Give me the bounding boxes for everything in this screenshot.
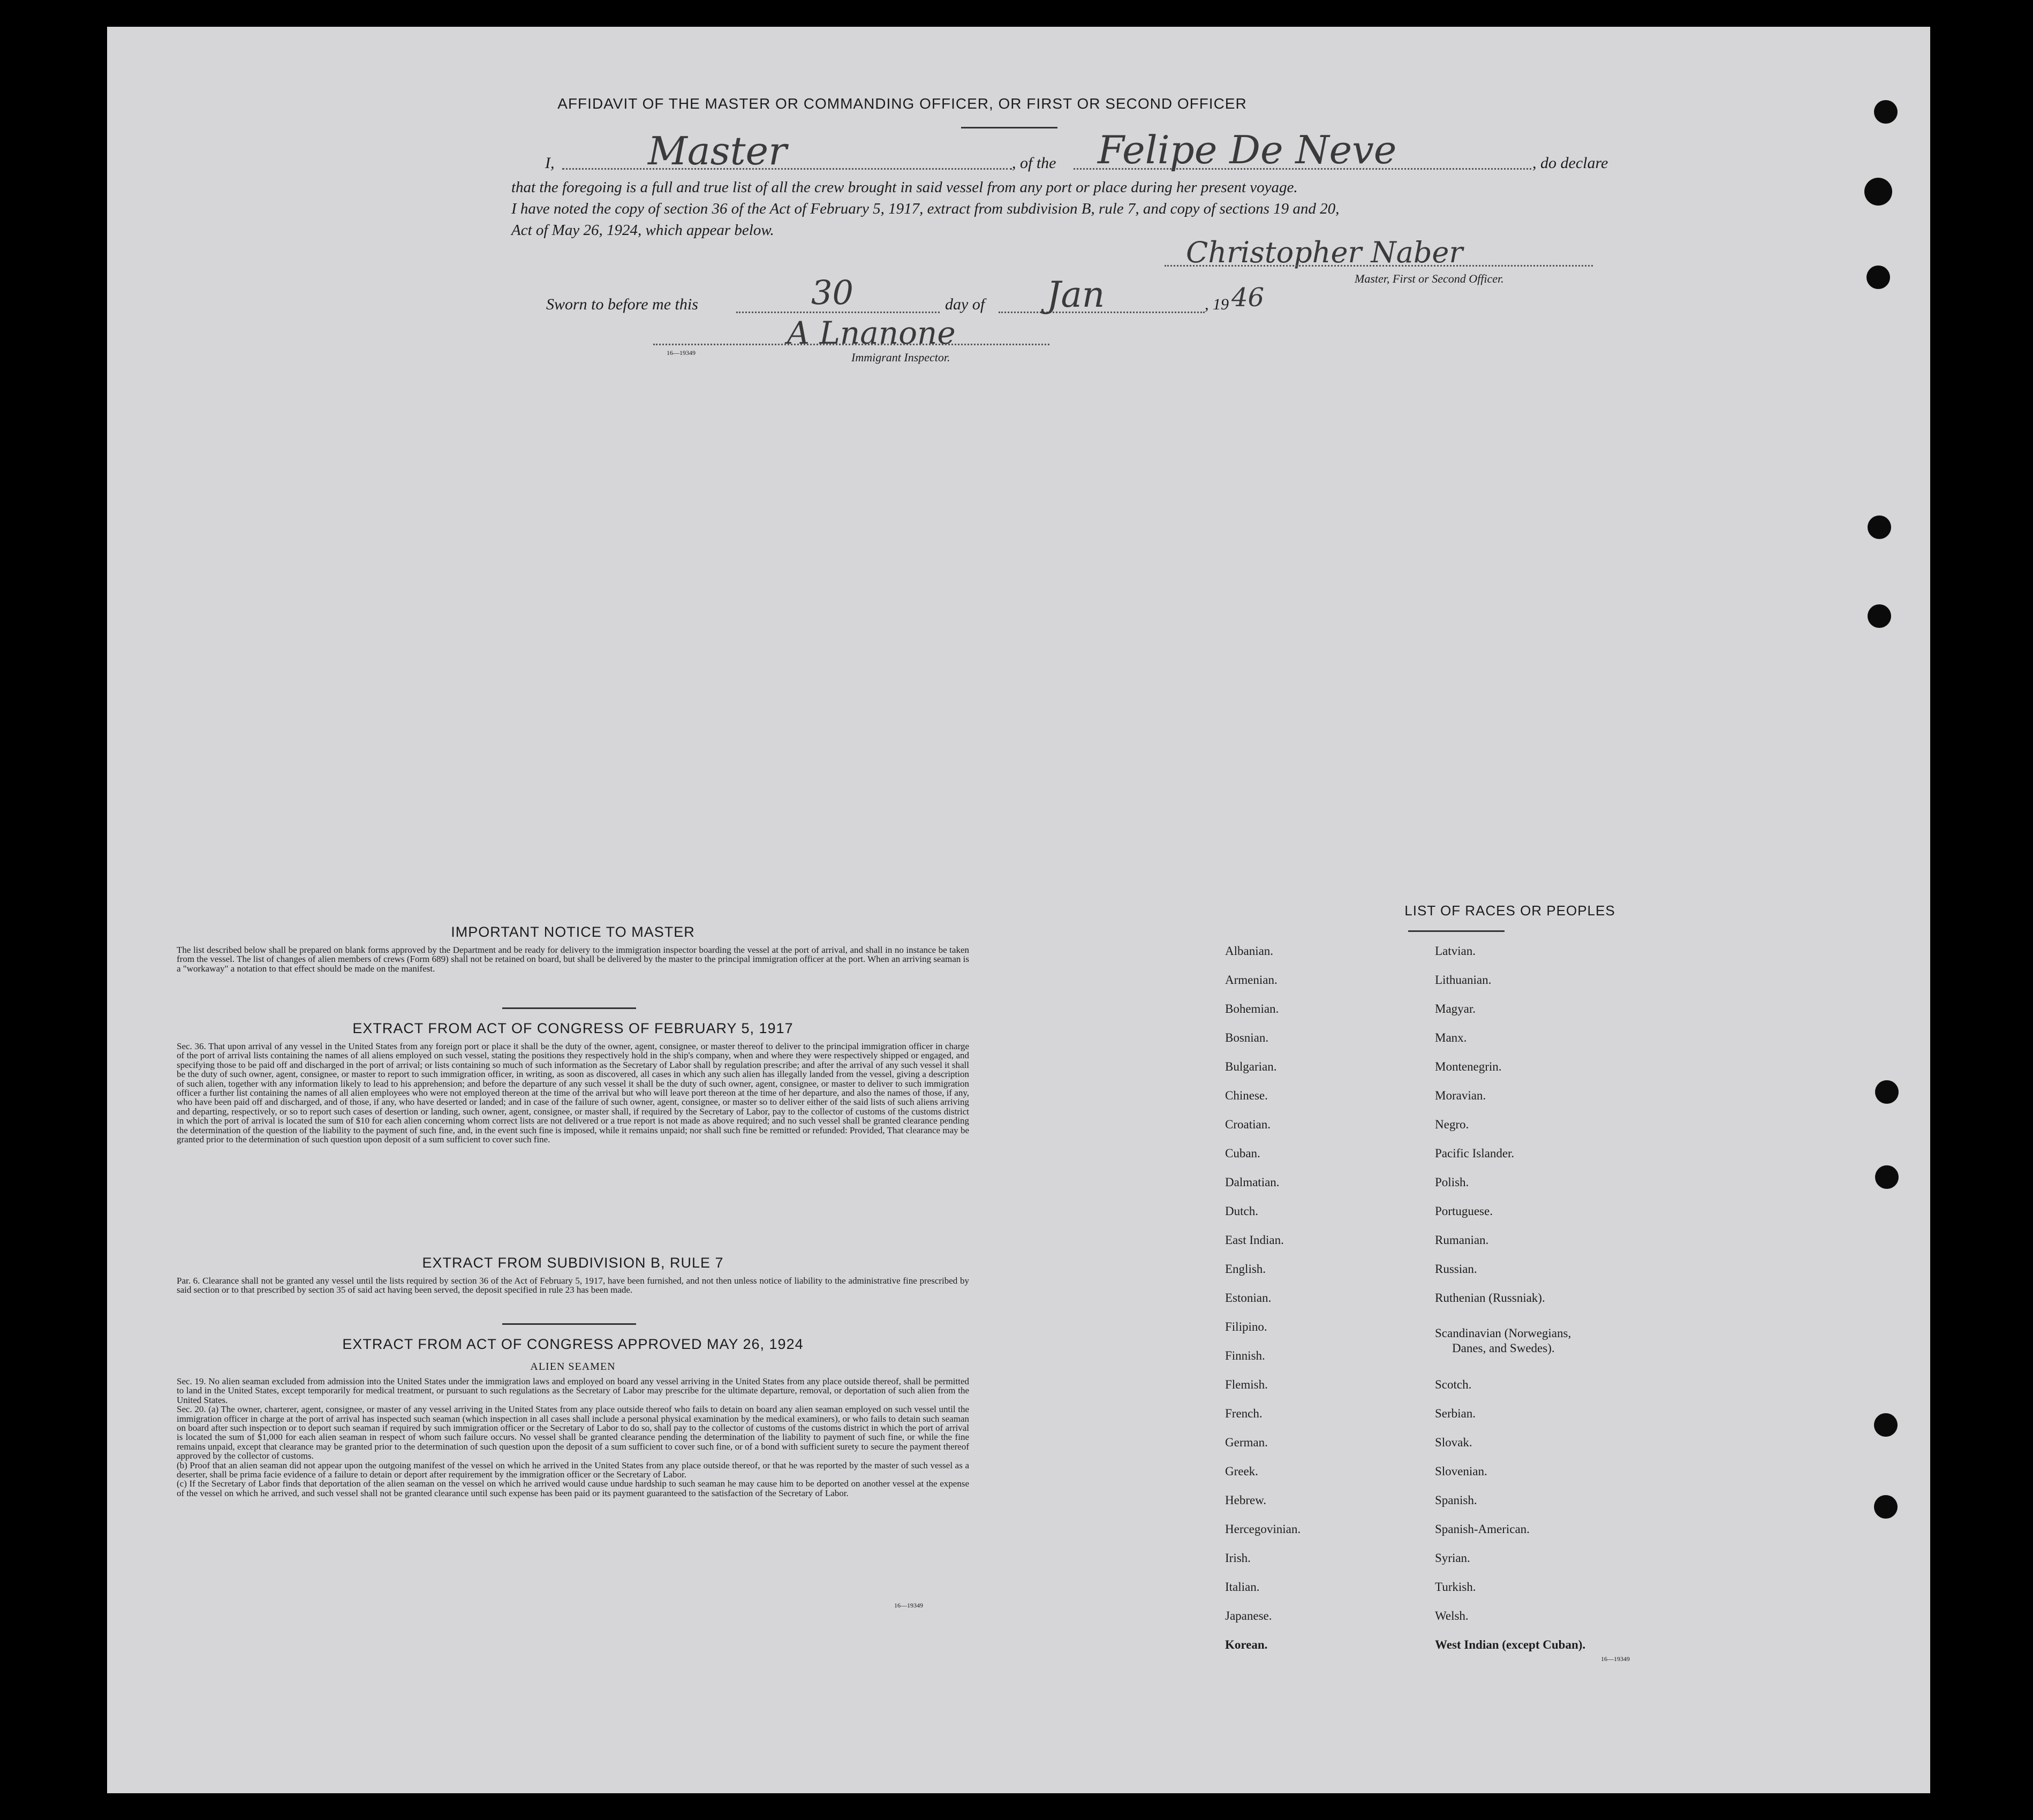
race-left-item: Hebrew. (1225, 1493, 1267, 1507)
race-left-item: East Indian. (1225, 1233, 1284, 1247)
binder-hole (1864, 178, 1892, 206)
race-right-item: Rumanian. (1435, 1233, 1489, 1247)
day-of-label: day of (945, 295, 985, 313)
divider (502, 1007, 636, 1009)
race-left-item: Flemish. (1225, 1378, 1268, 1391)
race-right-item: Russian. (1435, 1262, 1477, 1276)
race-right-item: Scotch. (1435, 1378, 1472, 1391)
race-left-item: Korean. (1225, 1638, 1268, 1651)
race-left-item: Irish. (1225, 1551, 1251, 1565)
race-right-item: Slovak. (1435, 1436, 1472, 1449)
race-right-item: Portuguese. (1435, 1204, 1493, 1218)
race-left-item: Cuban. (1225, 1147, 1260, 1160)
race-right-item: Pacific Islander. (1435, 1147, 1515, 1160)
race-right-item: Polish. (1435, 1176, 1469, 1189)
binder-hole (1875, 1165, 1899, 1189)
race-right-item-continued: Danes, and Swedes). (1452, 1341, 1555, 1355)
race-left-item: French. (1225, 1407, 1263, 1420)
declaration-line: Act of May 26, 1924, which appear below. (511, 222, 774, 239)
extract-1924-title: EXTRACT FROM ACT OF CONGRESS APPROVED MAY 26, 1924 (342, 1336, 804, 1352)
notice-title: IMPORTANT NOTICE TO MASTER (451, 924, 695, 940)
race-right-item: Latvian. (1435, 944, 1476, 958)
extract-1917-title: EXTRACT FROM ACT OF CONGRESS OF FEBRUARY 5, 1917 (352, 1020, 793, 1036)
extract-1917-text: Sec. 36. That upon arrival of any vessel in the United States from any foreign port or place it shall be the duty of the owner, agent, consignee, or master thereof to deliver to the principal immigration officer in charge of the port of arrival lists containing the names of all aliens employed on such vessel, stating the positions they respectively hold in the ship's company, when and where they were respectively shipped or engaged, and specifying those to be paid off and discharged in the port of arrival; or lists containing so much of such information as the Secretary of Labor shall by regulation prescribe; and after the arrival of any such vessel it shall be the duty of such owner, agent, consignee, or master to report to such immigration officer, in writing, as soon as discovered, all cases in which any such alien has illegally landed from the vessel, giving a description of such alien, together with any information likely to lead to his apprehension; and before the departure of any such vessel it shall be the duty of such owner, agent, consignee, or master to deliver to such immigration officer a further list containing the names of all alien employees who were not employed thereon at the time of the arrival but who will leave port thereon at the time of her departure, and also the names of those, if any, who have been paid off and discharged, and of those, if any, who have deserted or landed; and in case of the failure of such owner, agent, consignee, or master so to deliver either of the said lists of such aliens arriving and departing, respectively, or so to report such cases of desertion or landing, such owner, agent, consignee, or master shall, if required by the Secretary of Labor, pay to the collector of customs of the customs district in which the port of arrival is located the sum of $10 for each alien concerning whom correct lists are not delivered or a true report is not made as above required; and no such vessel shall be granted clearance pending the determination of the question of the liability to the payment of such fine, and, in the event such fine is imposed, while it remains unpaid; nor shall such fine be remitted or refunded: Provided, That clearance may be granted prior to the determination of such question upon deposit of a sum sufficient to cover such fine. (177, 1041, 969, 1145)
vessel-name-handwritten: Felipe De Neve (1098, 127, 1397, 172)
race-right-item: Slovenian. (1435, 1465, 1487, 1478)
race-right-item: Spanish-American. (1435, 1522, 1530, 1536)
race-right-item: Serbian. (1435, 1407, 1476, 1420)
officer-signature: Christopher Naber (1186, 236, 1463, 269)
extract-1924-paragraph: Sec. 19. No alien seaman excluded from admission into the United States under the immigration laws and employed on board any vessel arriving in the United States from any place outside thereof, shall be permitted to land in the United States, except temporarily for medical treatment, or pursuant to such regulations as the Secretary of Labor may prescribe for the ultimate departure, removal, or deportation of such alien from the United States. (177, 1376, 969, 1405)
race-right-item: Manx. (1435, 1031, 1467, 1044)
form-number: 16—19349 (1601, 1655, 1630, 1663)
declaration-line: I have noted the copy of section 36 of the Act of February 5, 1917, extract from subdivision B, rule 7, and copy of sections 19 and 20, (511, 200, 1340, 217)
extract-1924-subtitle: ALIEN SEAMEN (530, 1361, 616, 1372)
race-right-item: Negro. (1435, 1118, 1469, 1131)
binder-hole (1874, 100, 1898, 124)
divider (1408, 930, 1505, 932)
signature-line (1165, 265, 1593, 267)
race-left-item: Dutch. (1225, 1204, 1258, 1218)
race-left-item: Bulgarian. (1225, 1060, 1277, 1073)
binder-hole (1868, 604, 1891, 628)
declaration-line: that the foregoing is a full and true list of all the crew brought in said vessel from any port or place during her present voyage. (511, 179, 1298, 196)
race-right-item: Welsh. (1435, 1609, 1469, 1622)
i-label: I, (545, 154, 555, 172)
race-right-item: Spanish. (1435, 1493, 1477, 1507)
race-right-item: Ruthenian (Russniak). (1435, 1291, 1545, 1305)
race-right-item: West Indian (except Cuban). (1435, 1638, 1586, 1651)
divider (961, 127, 1057, 128)
race-left-item: Finnish. (1225, 1349, 1265, 1362)
month-value: Jan (1047, 274, 1105, 315)
extract-1924-paragraph: (c) If the Secretary of Labor finds that deportation of the alien seaman on the vessel on which he arrived would cause undue hardship to such seaman he may cause him to be deported on another vessel at the expense of the vessel on which he arrived, and such vessel shall not be granted clearance until such expense has been paid or its payment guaranteed to the satisfaction of the Secretary of Labor. (177, 1478, 969, 1498)
day-value: 30 (811, 273, 853, 312)
binder-hole (1874, 1495, 1898, 1519)
extract-1924-paragraph: (b) Proof that an alien seaman did not appear upon the outgoing manifest of the vessel on which he arrived in the United States from any place outside thereof, or that he was reported by the master of such vessel as a deserter, shall be prima facie evidence of a failure to detain or deport after requirement by the immigration officer or the Secretary of Labor. (177, 1460, 969, 1480)
inspector-signature: A Lnanone (787, 315, 956, 351)
race-right-item: Magyar. (1435, 1002, 1476, 1015)
declaration-text (511, 177, 1624, 241)
race-left-item: Greek. (1225, 1465, 1258, 1478)
race-right-item: Turkish. (1435, 1580, 1476, 1594)
race-left-item: Croatian. (1225, 1118, 1271, 1131)
race-left-item: Dalmatian. (1225, 1176, 1280, 1189)
form-sheet (107, 27, 1930, 1793)
form-number: 16—19349 (894, 1602, 923, 1609)
inspector-line (653, 344, 1049, 345)
race-left-item: Filipino. (1225, 1320, 1267, 1333)
race-left-item: Estonian. (1225, 1291, 1272, 1305)
binder-hole (1874, 1413, 1898, 1437)
races-title: LIST OF RACES OR PEOPLES (1404, 903, 1615, 919)
signature-caption: Master, First or Second Officer. (1355, 272, 1504, 285)
extract-rule7-title: EXTRACT FROM SUBDIVISION B, RULE 7 (422, 1255, 724, 1271)
race-right-item: Montenegrin. (1435, 1060, 1502, 1073)
race-right-item: Scandinavian (Norwegians, (1435, 1326, 1571, 1340)
year-prefix: , 19 (1205, 295, 1229, 313)
of-the-label: , of the (1012, 154, 1056, 172)
binder-hole (1868, 515, 1891, 539)
race-right-item: Lithuanian. (1435, 973, 1492, 987)
race-left-item: Albanian. (1225, 944, 1274, 958)
year-suffix: 46 (1231, 283, 1265, 313)
extract-rule7-text: Par. 6. Clearance shall not be granted any vessel until the lists required by section 36 of the Act of February 5, 1917, have been furnished, and not then unless notice of liability to the administrative fine prescribed by said section or to that prescribed by section 35 of said act having been served, the deposit specified in rule 23 has been made. (177, 1276, 969, 1295)
inspector-caption: Immigrant Inspector. (851, 351, 950, 364)
race-right-item: Moravian. (1435, 1089, 1486, 1102)
extract-1924-text (177, 1377, 969, 1498)
form-number: 16—19349 (667, 349, 696, 357)
race-left-item: German. (1225, 1436, 1268, 1449)
notice-text: The list described below shall be prepared on blank forms approved by the Department and be ready for delivery to the immigration inspector boarding the vessel at the port of arrival, and shall in no instance be taken from the vessel. The list of changes of alien members of crews (Form 689) shall not be retained on board, but shall be delivered by the master to the principal immigration officer at the port. When an arriving seaman is a "workaway" a notation to that effect should be made on the manifest. (177, 945, 969, 974)
race-left-item: Japanese. (1225, 1609, 1272, 1622)
race-left-item: Italian. (1225, 1580, 1260, 1594)
do-declare-label: , do declare (1532, 154, 1608, 172)
race-left-item: Bosnian. (1225, 1031, 1269, 1044)
affidavit-title: AFFIDAVIT OF THE MASTER OR COMMANDING OFFICER, OR FIRST OR SECOND OFFICER (557, 95, 1247, 112)
race-right-item: Syrian. (1435, 1551, 1470, 1565)
sworn-label: Sworn to before me this (546, 295, 698, 313)
race-left-item: English. (1225, 1262, 1266, 1276)
officer-title-handwritten: Master (648, 128, 787, 173)
race-left-item: Chinese. (1225, 1089, 1268, 1102)
race-left-item: Bohemian. (1225, 1002, 1279, 1015)
race-left-item: Hercegovinian. (1225, 1522, 1301, 1536)
race-left-item: Armenian. (1225, 973, 1278, 987)
officer-title-line (562, 168, 1012, 170)
binder-hole (1875, 1080, 1899, 1104)
extract-1924-paragraph: Sec. 20. (a) The owner, charterer, agent, consignee, or master of any vessel arriving in the United States from any place outside thereof who fails to detain on board any alien seaman employed on such vessel until the immigration officer in charge at the port of arrival has inspected such seaman (which inspection in all cases shall include a personal physical examination by the medical examiners), or who fails to detain such seaman on board after such inspection or to deport such seaman if required by such immigration officer or the Secretary of Labor to do so, shall pay to the collector of customs of the customs district in which the port of arrival is located the sum of $1,000 for each alien seaman in respect of whom such failure occurs. No vessel shall be granted clearance pending the determination of the liability to payment of such fine, or while the fine remains unpaid, except that clearance may be granted prior to the determination of such question upon the deposit of a sum sufficient to cover such fine, or of a bond with sufficient surety to secure the payment thereof approved by the collector of customs. (177, 1404, 969, 1461)
divider (502, 1323, 636, 1325)
binder-hole (1866, 266, 1890, 289)
